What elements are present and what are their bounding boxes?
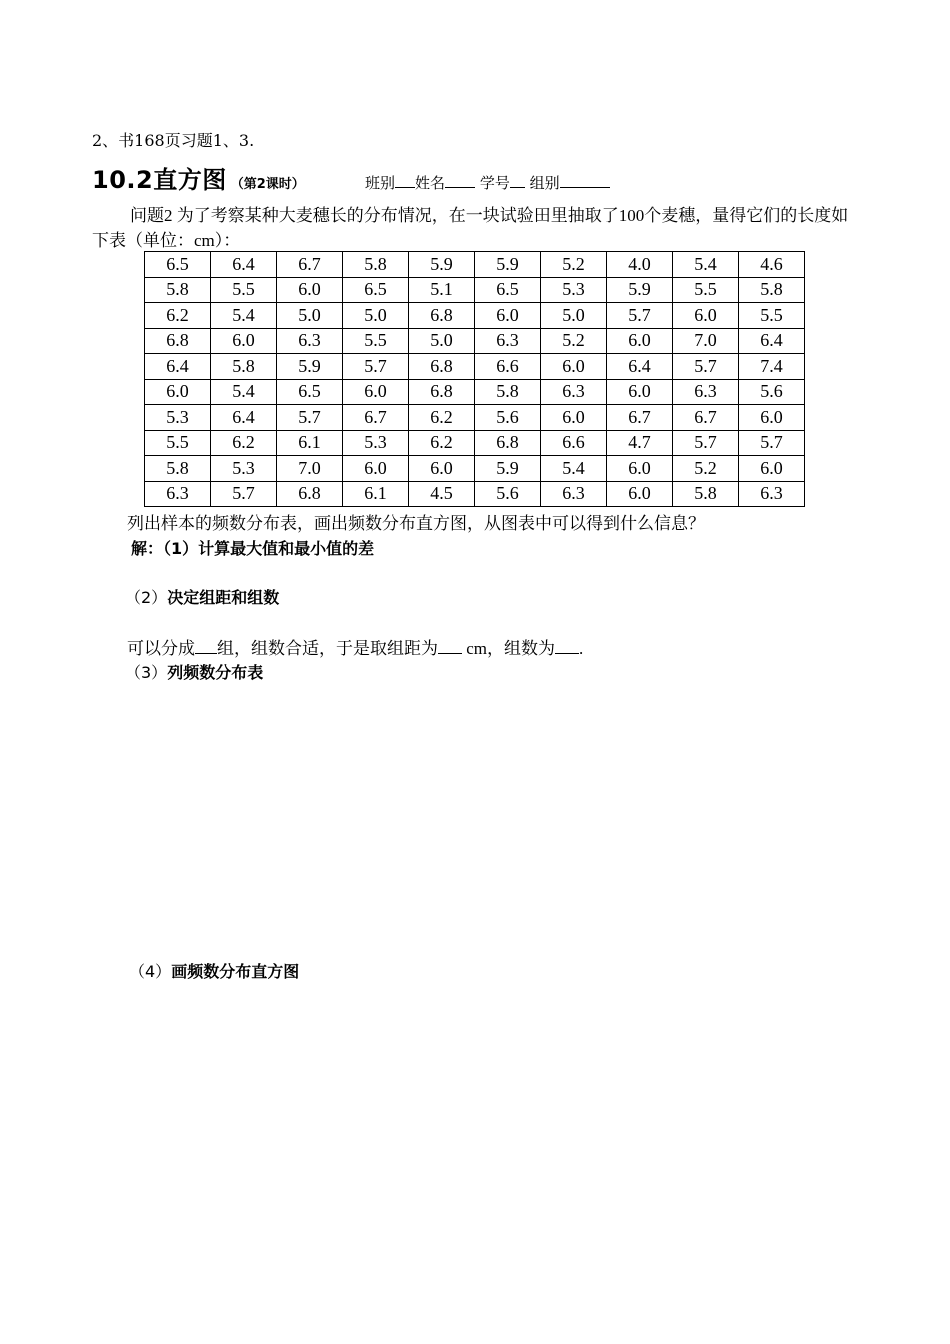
table-cell: 5.8 (145, 456, 211, 482)
table-cell: 5.0 (343, 303, 409, 329)
table-cell: 6.4 (607, 354, 673, 380)
table-cell: 5.7 (343, 354, 409, 380)
table-cell: 5.5 (145, 430, 211, 456)
table-cell: 5.8 (211, 354, 277, 380)
table-cell: 6.8 (475, 430, 541, 456)
problem-statement: 问题2 为了考察某种大麦穗长的分布情况，在一块试验田里抽取了100个麦穗，量得它们的长度如下表（单位：cm）： (92, 206, 849, 250)
table-row (145, 456, 805, 482)
table-cell: 5.7 (739, 430, 805, 456)
step-1-text: （1）计算最大值和最小值的差 (163, 539, 375, 558)
divide-sentence (127, 634, 583, 659)
table-row (145, 277, 805, 303)
table-cell: 6.3 (541, 481, 607, 507)
table-cell: 6.4 (145, 354, 211, 380)
table-cell: 5.5 (739, 303, 805, 329)
table-cell: 5.2 (673, 456, 739, 482)
table-cell: 4.5 (409, 481, 475, 507)
number-blank[interactable] (510, 173, 525, 188)
divide-part-4: . (579, 639, 584, 658)
table-cell: 6.2 (409, 430, 475, 456)
table-cell: 6.0 (607, 481, 673, 507)
table-cell: 6.8 (409, 303, 475, 329)
table-cell: 6.0 (277, 277, 343, 303)
step-1 (131, 536, 374, 559)
table-cell: 5.4 (211, 303, 277, 329)
table-cell: 5.8 (673, 481, 739, 507)
table-cell: 5.4 (541, 456, 607, 482)
table-row (145, 481, 805, 507)
table-cell: 5.6 (475, 405, 541, 431)
number-label: 学号 (479, 174, 510, 192)
table-row (145, 405, 805, 431)
step-4-num: （4） (129, 962, 172, 981)
table-cell: 5.9 (475, 456, 541, 482)
group-number-blank[interactable] (555, 637, 579, 654)
table-cell: 5.2 (541, 252, 607, 278)
table-cell: 6.1 (277, 430, 343, 456)
table-cell: 4.7 (607, 430, 673, 456)
interval-blank[interactable] (438, 637, 462, 654)
step-4-text: 画频数分布直方图 (171, 962, 300, 981)
step-3 (125, 660, 263, 683)
table-cell: 5.3 (343, 430, 409, 456)
table-cell: 6.4 (739, 328, 805, 354)
table-cell: 6.3 (541, 379, 607, 405)
table-cell: 6.3 (673, 379, 739, 405)
table-cell: 7.0 (277, 456, 343, 482)
exercise-line: 2、书168页习题1、3. (92, 131, 255, 150)
table-cell: 6.3 (277, 328, 343, 354)
student-info (365, 174, 610, 192)
table-cell: 6.0 (211, 328, 277, 354)
name-blank[interactable] (445, 173, 475, 188)
group-count-blank[interactable] (195, 637, 217, 654)
table-row (145, 328, 805, 354)
table-cell: 5.7 (277, 405, 343, 431)
table-cell: 7.4 (739, 354, 805, 380)
name-label: 姓名 (415, 174, 446, 192)
table-cell: 6.4 (211, 405, 277, 431)
task-instruction: 列出样本的频数分布表，画出频数分布直方图，从图表中可以得到什么信息？ (127, 514, 705, 533)
table-cell: 5.6 (475, 481, 541, 507)
table-cell: 5.0 (409, 328, 475, 354)
divide-part-3: cm，组数为 (462, 639, 556, 658)
table-cell: 6.0 (739, 405, 805, 431)
table-cell: 6.8 (409, 354, 475, 380)
table-row (145, 430, 805, 456)
step-2-text: 决定组距和组数 (167, 588, 280, 607)
table-cell: 6.4 (211, 252, 277, 278)
divide-part-1: 可以分成 (127, 639, 195, 658)
table-cell: 6.8 (277, 481, 343, 507)
table-cell: 5.3 (211, 456, 277, 482)
table-cell: 6.8 (409, 379, 475, 405)
table-cell: 6.7 (277, 252, 343, 278)
table-cell: 5.8 (343, 252, 409, 278)
page-title: 10.2直方图 (92, 166, 227, 194)
table-cell: 6.5 (277, 379, 343, 405)
table-cell: 5.1 (409, 277, 475, 303)
table-cell: 5.2 (541, 328, 607, 354)
group-label: 组别 (529, 174, 560, 192)
table-cell: 6.0 (343, 379, 409, 405)
table-cell: 6.0 (409, 456, 475, 482)
table-cell: 5.9 (475, 252, 541, 278)
table-cell: 5.3 (541, 277, 607, 303)
table-cell: 6.0 (541, 405, 607, 431)
table-cell: 5.9 (277, 354, 343, 380)
table-cell: 5.4 (211, 379, 277, 405)
table-cell: 6.5 (475, 277, 541, 303)
table-cell: 6.0 (673, 303, 739, 329)
table-cell: 6.0 (607, 379, 673, 405)
table-cell: 6.7 (673, 405, 739, 431)
table-cell: 6.0 (607, 456, 673, 482)
table-cell: 5.7 (607, 303, 673, 329)
table-cell: 5.8 (739, 277, 805, 303)
table-cell: 7.0 (673, 328, 739, 354)
table-cell: 5.7 (211, 481, 277, 507)
table-cell: 6.7 (607, 405, 673, 431)
table-cell: 4.0 (607, 252, 673, 278)
class-label: 班别 (365, 174, 396, 192)
table-cell: 6.2 (409, 405, 475, 431)
table-cell: 5.0 (541, 303, 607, 329)
step-3-text: 列频数分布表 (167, 663, 264, 682)
table-row (145, 379, 805, 405)
table-cell: 6.1 (343, 481, 409, 507)
table-cell: 5.5 (673, 277, 739, 303)
table-cell: 5.7 (673, 430, 739, 456)
wheat-length-table (144, 251, 805, 507)
table-cell: 6.3 (739, 481, 805, 507)
table-cell: 6.3 (145, 481, 211, 507)
table-cell: 6.7 (343, 405, 409, 431)
table-cell: 6.0 (607, 328, 673, 354)
table-cell: 6.0 (343, 456, 409, 482)
table-cell: 5.3 (145, 405, 211, 431)
step-2-num: （2） (125, 588, 168, 607)
table-cell: 6.8 (145, 328, 211, 354)
table-cell: 5.7 (673, 354, 739, 380)
table-cell: 6.5 (343, 277, 409, 303)
table-cell: 6.0 (739, 456, 805, 482)
table-cell: 5.9 (409, 252, 475, 278)
table-cell: 5.8 (475, 379, 541, 405)
table-cell: 5.6 (739, 379, 805, 405)
table-cell: 5.9 (607, 277, 673, 303)
step-3-num: （3） (125, 663, 168, 682)
table-cell: 6.2 (211, 430, 277, 456)
table-cell: 6.0 (145, 379, 211, 405)
step-2 (125, 585, 279, 608)
table-row (145, 252, 805, 278)
table-cell: 6.5 (145, 252, 211, 278)
divide-part-2: 组，组数合适，于是取组距为 (217, 639, 438, 658)
group-blank[interactable] (560, 173, 610, 188)
table-cell: 4.6 (739, 252, 805, 278)
table-cell: 6.0 (541, 354, 607, 380)
table-cell: 5.5 (211, 277, 277, 303)
table-cell: 6.3 (475, 328, 541, 354)
table-cell: 5.4 (673, 252, 739, 278)
table-cell: 5.5 (343, 328, 409, 354)
solution-label: 解： (131, 539, 164, 558)
table-cell: 5.0 (277, 303, 343, 329)
class-blank[interactable] (395, 173, 415, 188)
step-4 (129, 959, 299, 982)
table-cell: 6.6 (541, 430, 607, 456)
title-line (92, 160, 610, 195)
table-cell: 6.0 (475, 303, 541, 329)
table-cell: 6.2 (145, 303, 211, 329)
table-cell: 6.6 (475, 354, 541, 380)
lesson-subtitle: （第2课时） (230, 177, 305, 192)
table-row (145, 303, 805, 329)
table-cell: 5.8 (145, 277, 211, 303)
table-row (145, 354, 805, 380)
